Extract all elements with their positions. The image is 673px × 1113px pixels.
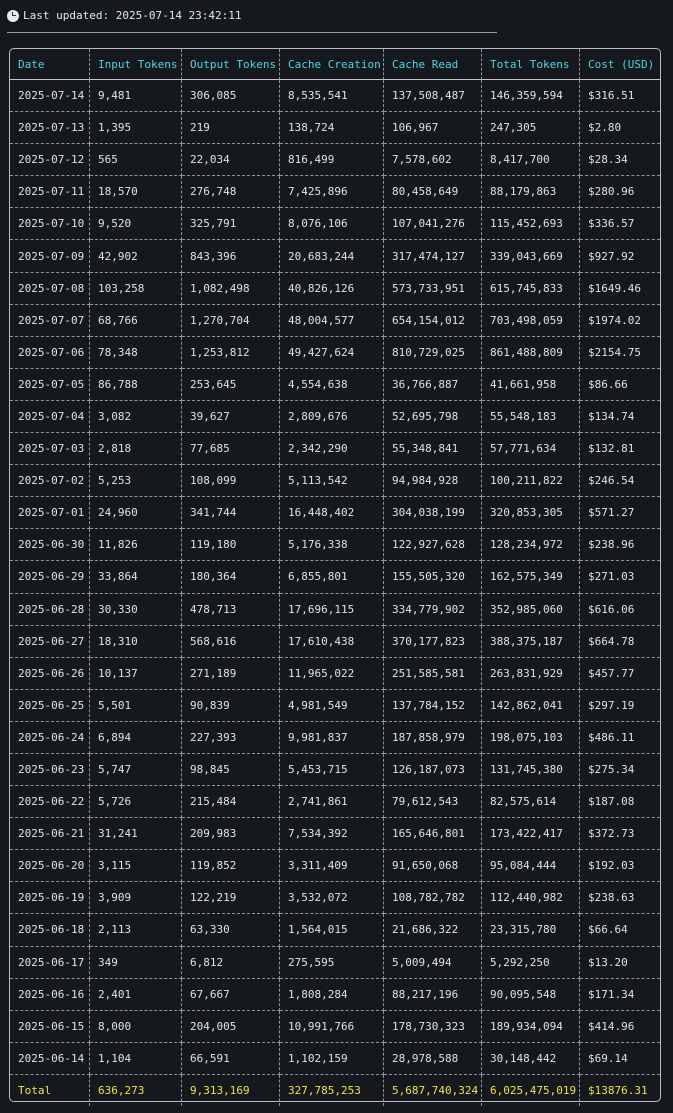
- table-cell-cost: $414.96: [580, 1011, 660, 1043]
- table-cell-cache-creation: 5,113,542: [280, 465, 384, 497]
- table-cell-total-tokens: 131,745,380: [482, 754, 580, 786]
- table-cell-date: 2025-06-22: [10, 786, 90, 818]
- table-cell-cache-read: 80,458,649: [384, 176, 482, 208]
- table-cell-cache-read: 21,686,322: [384, 914, 482, 946]
- total-cell-date: Total: [10, 1075, 90, 1106]
- table-cell-input-tokens: 3,909: [90, 882, 182, 914]
- table-cell-cache-read: 317,474,127: [384, 240, 482, 272]
- table-cell-cache-creation: 17,610,438: [280, 626, 384, 658]
- table-cell-cache-creation: 17,696,115: [280, 594, 384, 626]
- table-cell-cache-read: 36,766,887: [384, 369, 482, 401]
- table-cell-date: 2025-07-13: [10, 112, 90, 144]
- table-cell-cache-read: 7,578,602: [384, 144, 482, 176]
- table-cell-total-tokens: 162,575,349: [482, 561, 580, 593]
- table-cell-date: 2025-07-10: [10, 208, 90, 240]
- table-cell-cost: $372.73: [580, 818, 660, 850]
- table-cell-input-tokens: 68,766: [90, 305, 182, 337]
- table-cell-input-tokens: 18,570: [90, 176, 182, 208]
- table-cell-total-tokens: 90,095,548: [482, 979, 580, 1011]
- table-cell-date: 2025-07-05: [10, 369, 90, 401]
- table-cell-output-tokens: 1,270,704: [182, 305, 280, 337]
- table-cell-cache-read: 55,348,841: [384, 433, 482, 465]
- table-cell-cache-read: 5,009,494: [384, 947, 482, 979]
- table-cell-cache-read: 654,154,012: [384, 305, 482, 337]
- table-cell-total-tokens: 352,985,060: [482, 594, 580, 626]
- table-cell-output-tokens: 180,364: [182, 561, 280, 593]
- table-cell-input-tokens: 9,520: [90, 208, 182, 240]
- table-cell-cost: $238.63: [580, 882, 660, 914]
- table-cell-output-tokens: 1,082,498: [182, 273, 280, 305]
- table-cell-cache-creation: 816,499: [280, 144, 384, 176]
- table-cell-input-tokens: 10,137: [90, 658, 182, 690]
- table-cell-cache-read: 108,782,782: [384, 882, 482, 914]
- table-cell-total-tokens: 55,548,183: [482, 401, 580, 433]
- table-cell-date: 2025-07-06: [10, 337, 90, 369]
- table-cell-output-tokens: 306,085: [182, 80, 280, 112]
- table-cell-cost: $171.34: [580, 979, 660, 1011]
- table-cell-total-tokens: 115,452,693: [482, 208, 580, 240]
- table-cell-date: 2025-06-27: [10, 626, 90, 658]
- table-cell-output-tokens: 122,219: [182, 882, 280, 914]
- table-cell-date: 2025-06-17: [10, 947, 90, 979]
- table-cell-input-tokens: 3,115: [90, 850, 182, 882]
- table-cell-input-tokens: 24,960: [90, 497, 182, 529]
- table-cell-total-tokens: 198,075,103: [482, 722, 580, 754]
- table-cell-input-tokens: 18,310: [90, 626, 182, 658]
- total-cell-cache-read: 5,687,740,324: [384, 1075, 482, 1106]
- table-cell-cost: $187.08: [580, 786, 660, 818]
- table-cell-cache-creation: 49,427,624: [280, 337, 384, 369]
- clock-icon: [7, 10, 19, 22]
- table-cell-output-tokens: 90,839: [182, 690, 280, 722]
- table-cell-cache-creation: 11,965,022: [280, 658, 384, 690]
- table-cell-total-tokens: 703,498,059: [482, 305, 580, 337]
- table-cell-cache-creation: 3,311,409: [280, 850, 384, 882]
- table-cell-date: 2025-06-28: [10, 594, 90, 626]
- table-cell-date: 2025-06-15: [10, 1011, 90, 1043]
- table-cell-cache-read: 370,177,823: [384, 626, 482, 658]
- last-updated-label: Last updated: 2025-07-14 23:42:11: [23, 9, 242, 22]
- table-cell-input-tokens: 6,894: [90, 722, 182, 754]
- table-cell-input-tokens: 9,481: [90, 80, 182, 112]
- usage-table-grid: [10, 49, 660, 1101]
- table-cell-cost: $246.54: [580, 465, 660, 497]
- table-cell-cost: $616.06: [580, 594, 660, 626]
- table-cell-cache-creation: 20,683,244: [280, 240, 384, 272]
- table-cell-cache-creation: 4,554,638: [280, 369, 384, 401]
- table-cell-cost: $457.77: [580, 658, 660, 690]
- table-cell-cache-creation: 2,809,676: [280, 401, 384, 433]
- table-cell-cache-creation: 48,004,577: [280, 305, 384, 337]
- table-cell-cache-creation: 2,342,290: [280, 433, 384, 465]
- table-cell-date: 2025-06-21: [10, 818, 90, 850]
- table-cell-cost: $66.64: [580, 914, 660, 946]
- table-cell-cache-read: 251,585,581: [384, 658, 482, 690]
- table-cell-date: 2025-07-14: [10, 80, 90, 112]
- column-header-cache-read: Cache Read: [384, 49, 482, 80]
- table-cell-output-tokens: 253,645: [182, 369, 280, 401]
- table-cell-output-tokens: 108,099: [182, 465, 280, 497]
- table-cell-input-tokens: 33,864: [90, 561, 182, 593]
- table-cell-input-tokens: 78,348: [90, 337, 182, 369]
- table-cell-input-tokens: 5,253: [90, 465, 182, 497]
- table-cell-cache-creation: 5,453,715: [280, 754, 384, 786]
- table-cell-cache-read: 178,730,323: [384, 1011, 482, 1043]
- last-updated: [7, 9, 242, 22]
- table-cell-output-tokens: 67,667: [182, 979, 280, 1011]
- table-cell-cache-read: 165,646,801: [384, 818, 482, 850]
- table-cell-cache-creation: 4,981,549: [280, 690, 384, 722]
- total-cell-total-tokens: 6,025,475,019: [482, 1075, 580, 1106]
- column-header-cost: Cost (USD): [580, 49, 660, 80]
- table-cell-cost: $69.14: [580, 1043, 660, 1075]
- table-cell-input-tokens: 2,113: [90, 914, 182, 946]
- table-cell-date: 2025-07-12: [10, 144, 90, 176]
- table-cell-cache-read: 573,733,951: [384, 273, 482, 305]
- table-cell-date: 2025-06-14: [10, 1043, 90, 1075]
- table-cell-cache-creation: 3,532,072: [280, 882, 384, 914]
- total-cell-cache-creation: 327,785,253: [280, 1075, 384, 1106]
- table-cell-output-tokens: 204,005: [182, 1011, 280, 1043]
- table-cell-cache-read: 126,187,073: [384, 754, 482, 786]
- total-cell-output-tokens: 9,313,169: [182, 1075, 280, 1106]
- table-cell-cost: $297.19: [580, 690, 660, 722]
- table-cell-cost: $1974.02: [580, 305, 660, 337]
- table-cell-total-tokens: 95,084,444: [482, 850, 580, 882]
- table-cell-input-tokens: 30,330: [90, 594, 182, 626]
- table-cell-date: 2025-07-11: [10, 176, 90, 208]
- table-cell-cache-read: 155,505,320: [384, 561, 482, 593]
- table-cell-total-tokens: 861,488,809: [482, 337, 580, 369]
- table-cell-input-tokens: 42,902: [90, 240, 182, 272]
- table-cell-input-tokens: 1,395: [90, 112, 182, 144]
- table-cell-output-tokens: 209,983: [182, 818, 280, 850]
- table-cell-cost: $86.66: [580, 369, 660, 401]
- table-cell-output-tokens: 63,330: [182, 914, 280, 946]
- table-cell-total-tokens: 142,862,041: [482, 690, 580, 722]
- divider: [7, 32, 497, 33]
- table-cell-cache-read: 107,041,276: [384, 208, 482, 240]
- table-cell-total-tokens: 146,359,594: [482, 80, 580, 112]
- table-cell-cost: $336.57: [580, 208, 660, 240]
- table-cell-date: 2025-07-03: [10, 433, 90, 465]
- table-cell-date: 2025-06-25: [10, 690, 90, 722]
- table-cell-output-tokens: 478,713: [182, 594, 280, 626]
- table-cell-date: 2025-06-19: [10, 882, 90, 914]
- table-cell-cost: $192.03: [580, 850, 660, 882]
- table-cell-cache-creation: 8,076,106: [280, 208, 384, 240]
- table-cell-output-tokens: 276,748: [182, 176, 280, 208]
- total-cell-input-tokens: 636,273: [90, 1075, 182, 1106]
- table-cell-cost: $927.92: [580, 240, 660, 272]
- table-cell-cost: $13.20: [580, 947, 660, 979]
- table-cell-date: 2025-06-18: [10, 914, 90, 946]
- table-cell-total-tokens: 82,575,614: [482, 786, 580, 818]
- table-cell-input-tokens: 1,104: [90, 1043, 182, 1075]
- table-cell-input-tokens: 349: [90, 947, 182, 979]
- table-cell-cache-creation: 138,724: [280, 112, 384, 144]
- table-cell-cache-read: 52,695,798: [384, 401, 482, 433]
- table-cell-total-tokens: 88,179,863: [482, 176, 580, 208]
- column-header-total-tokens: Total Tokens: [482, 49, 580, 80]
- table-cell-cost: $2.80: [580, 112, 660, 144]
- table-cell-date: 2025-06-30: [10, 529, 90, 561]
- table-cell-total-tokens: 247,305: [482, 112, 580, 144]
- table-cell-total-tokens: 339,043,669: [482, 240, 580, 272]
- table-cell-cache-creation: 8,535,541: [280, 80, 384, 112]
- table-cell-cache-creation: 7,534,392: [280, 818, 384, 850]
- table-cell-cost: $238.96: [580, 529, 660, 561]
- table-cell-cost: $1649.46: [580, 273, 660, 305]
- table-cell-cache-read: 79,612,543: [384, 786, 482, 818]
- table-cell-total-tokens: 173,422,417: [482, 818, 580, 850]
- table-cell-total-tokens: 388,375,187: [482, 626, 580, 658]
- table-cell-cache-creation: 1,564,015: [280, 914, 384, 946]
- table-cell-cache-read: 88,217,196: [384, 979, 482, 1011]
- table-cell-cache-read: 137,508,487: [384, 80, 482, 112]
- table-cell-date: 2025-07-07: [10, 305, 90, 337]
- table-cell-cost: $275.34: [580, 754, 660, 786]
- usage-table: [9, 48, 661, 1102]
- table-cell-cache-read: 187,858,979: [384, 722, 482, 754]
- table-cell-cache-creation: 5,176,338: [280, 529, 384, 561]
- table-cell-input-tokens: 8,000: [90, 1011, 182, 1043]
- table-cell-total-tokens: 263,831,929: [482, 658, 580, 690]
- table-cell-total-tokens: 41,661,958: [482, 369, 580, 401]
- table-cell-input-tokens: 2,818: [90, 433, 182, 465]
- table-cell-cost: $571.27: [580, 497, 660, 529]
- table-cell-cache-read: 137,784,152: [384, 690, 482, 722]
- table-cell-cache-creation: 6,855,801: [280, 561, 384, 593]
- table-cell-output-tokens: 219: [182, 112, 280, 144]
- table-cell-cache-creation: 9,981,837: [280, 722, 384, 754]
- table-cell-cache-read: 106,967: [384, 112, 482, 144]
- table-cell-output-tokens: 1,253,812: [182, 337, 280, 369]
- table-cell-total-tokens: 112,440,982: [482, 882, 580, 914]
- table-cell-input-tokens: 3,082: [90, 401, 182, 433]
- table-cell-total-tokens: 23,315,780: [482, 914, 580, 946]
- table-cell-total-tokens: 100,211,822: [482, 465, 580, 497]
- table-cell-total-tokens: 30,148,442: [482, 1043, 580, 1075]
- table-cell-output-tokens: 325,791: [182, 208, 280, 240]
- table-cell-cache-read: 91,650,068: [384, 850, 482, 882]
- table-cell-cost: $316.51: [580, 80, 660, 112]
- table-cell-cost: $664.78: [580, 626, 660, 658]
- table-cell-total-tokens: 128,234,972: [482, 529, 580, 561]
- table-cell-total-tokens: 615,745,833: [482, 273, 580, 305]
- table-cell-output-tokens: 77,685: [182, 433, 280, 465]
- table-cell-input-tokens: 31,241: [90, 818, 182, 850]
- table-cell-output-tokens: 39,627: [182, 401, 280, 433]
- table-cell-cache-read: 334,779,902: [384, 594, 482, 626]
- table-cell-output-tokens: 215,484: [182, 786, 280, 818]
- total-cell-cost: $13876.31: [588, 1083, 648, 1097]
- table-cell-total-tokens: 57,771,634: [482, 433, 580, 465]
- table-cell-input-tokens: 5,501: [90, 690, 182, 722]
- table-cell-cost: $486.11: [580, 722, 660, 754]
- table-cell-input-tokens: 103,258: [90, 273, 182, 305]
- table-cell-date: 2025-07-02: [10, 465, 90, 497]
- table-cell-output-tokens: 66,591: [182, 1043, 280, 1075]
- table-cell-date: 2025-07-09: [10, 240, 90, 272]
- table-cell-cache-creation: 16,448,402: [280, 497, 384, 529]
- table-cell-output-tokens: 271,189: [182, 658, 280, 690]
- table-cell-cache-read: 28,978,588: [384, 1043, 482, 1075]
- table-cell-date: 2025-06-29: [10, 561, 90, 593]
- table-cell-date: 2025-06-24: [10, 722, 90, 754]
- table-cell-output-tokens: 119,180: [182, 529, 280, 561]
- table-cell-output-tokens: 6,812: [182, 947, 280, 979]
- table-cell-input-tokens: 2,401: [90, 979, 182, 1011]
- table-cell-output-tokens: 843,396: [182, 240, 280, 272]
- column-header-output-tokens: Output Tokens: [182, 49, 280, 80]
- table-cell-cost: $28.34: [580, 144, 660, 176]
- table-cell-output-tokens: 119,852: [182, 850, 280, 882]
- table-cell-date: 2025-06-20: [10, 850, 90, 882]
- table-cell-total-tokens: 8,417,700: [482, 144, 580, 176]
- table-cell-output-tokens: 341,744: [182, 497, 280, 529]
- table-cell-cache-creation: 1,102,159: [280, 1043, 384, 1075]
- table-cell-cost: $132.81: [580, 433, 660, 465]
- table-cell-input-tokens: 86,788: [90, 369, 182, 401]
- table-cell-cache-creation: 10,991,766: [280, 1011, 384, 1043]
- column-header-input-tokens: Input Tokens: [90, 49, 182, 80]
- table-cell-total-tokens: 320,853,305: [482, 497, 580, 529]
- table-cell-date: 2025-07-04: [10, 401, 90, 433]
- table-cell-cache-read: 122,927,628: [384, 529, 482, 561]
- table-cell-cache-creation: 275,595: [280, 947, 384, 979]
- table-cell-output-tokens: 568,616: [182, 626, 280, 658]
- table-cell-cache-creation: 40,826,126: [280, 273, 384, 305]
- table-cell-input-tokens: 5,747: [90, 754, 182, 786]
- table-cell-cache-read: 94,984,928: [384, 465, 482, 497]
- table-cell-output-tokens: 98,845: [182, 754, 280, 786]
- column-header-date: Date: [10, 49, 90, 80]
- table-cell-cost: $2154.75: [580, 337, 660, 369]
- table-cell-cache-creation: 7,425,896: [280, 176, 384, 208]
- table-cell-cost: $134.74: [580, 401, 660, 433]
- table-cell-date: 2025-06-26: [10, 658, 90, 690]
- column-header-cache-creation: Cache Creation: [280, 49, 384, 80]
- table-cell-total-tokens: 5,292,250: [482, 947, 580, 979]
- table-cell-total-tokens: 189,934,094: [482, 1011, 580, 1043]
- table-cell-date: 2025-07-01: [10, 497, 90, 529]
- table-cell-cache-read: 810,729,025: [384, 337, 482, 369]
- table-cell-input-tokens: 11,826: [90, 529, 182, 561]
- table-cell-date: 2025-07-08: [10, 273, 90, 305]
- table-cell-cost: $271.03: [580, 561, 660, 593]
- table-cell-cost: $280.96: [580, 176, 660, 208]
- table-cell-output-tokens: 22,034: [182, 144, 280, 176]
- table-cell-input-tokens: 5,726: [90, 786, 182, 818]
- table-cell-date: 2025-06-16: [10, 979, 90, 1011]
- table-cell-input-tokens: 565: [90, 144, 182, 176]
- table-cell-output-tokens: 227,393: [182, 722, 280, 754]
- table-cell-date: 2025-06-23: [10, 754, 90, 786]
- table-cell-cache-creation: 1,808,284: [280, 979, 384, 1011]
- table-cell-cache-creation: 2,741,861: [280, 786, 384, 818]
- table-cell-cache-read: 304,038,199: [384, 497, 482, 529]
